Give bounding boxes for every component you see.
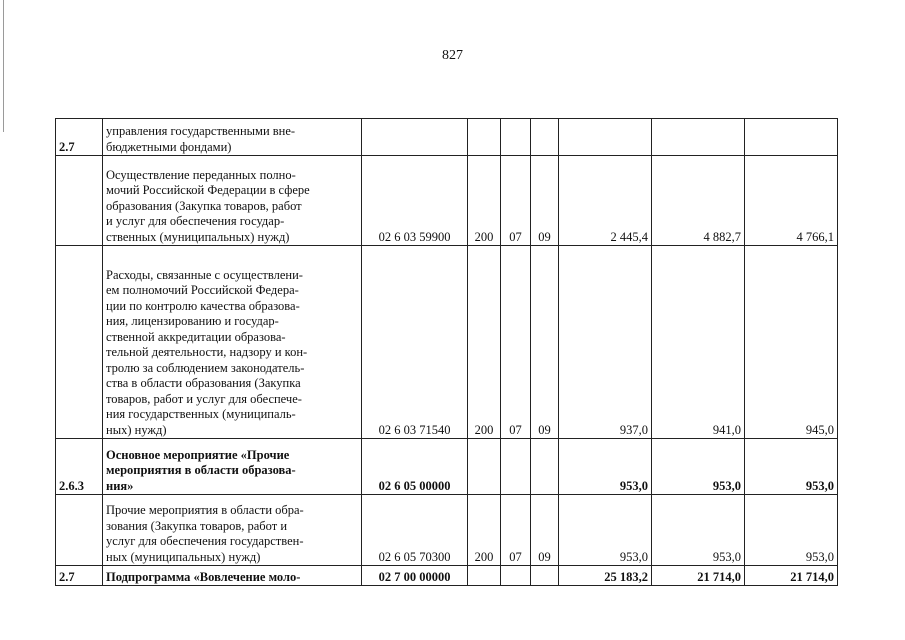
row-name-line: ния государственных (муниципаль- xyxy=(106,407,296,421)
row-name-line: и услуг для обеспечения государ- xyxy=(106,214,285,228)
row-name xyxy=(103,119,362,156)
row-value-1: 953,0 xyxy=(559,439,652,495)
row-number: 2.7 xyxy=(56,119,103,156)
row-name xyxy=(103,156,362,246)
row-name-line: ных) нужд) xyxy=(106,422,167,437)
row-value-3: 945,0 xyxy=(745,246,838,439)
row-name-line: ных (муниципальных) нужд) xyxy=(106,549,261,564)
row-name xyxy=(103,566,362,586)
row-rz xyxy=(501,566,531,586)
row-code xyxy=(362,119,468,156)
row-pr xyxy=(531,566,559,586)
row-name-line: Подпрограмма «Вовлечение моло- xyxy=(106,569,301,584)
row-rz xyxy=(501,439,531,495)
row-code: 02 7 00 00000 xyxy=(362,566,468,586)
table-row xyxy=(56,439,838,495)
row-name xyxy=(103,495,362,566)
row-value-3: 953,0 xyxy=(745,439,838,495)
row-name-line: зования (Закупка товаров, работ и xyxy=(106,518,288,533)
row-name-line: ства в области образования (Закупка xyxy=(106,376,301,390)
row-pr: 09 xyxy=(531,246,559,439)
row-code: 02 6 05 00000 xyxy=(362,439,468,495)
row-value-1 xyxy=(559,119,652,156)
budget-table xyxy=(55,118,838,586)
row-name-line: ния, лицензированию и государ- xyxy=(106,314,279,328)
row-name-line: мочий Российской Федерации в сфере xyxy=(106,183,310,197)
row-code: 02 6 05 70300 xyxy=(362,495,468,566)
table-row xyxy=(56,119,838,156)
table-row xyxy=(56,246,838,439)
row-name-line: товаров, работ и услуг для обеспече- xyxy=(106,391,302,406)
row-name-line: тролю за соблюдением законодатель- xyxy=(106,360,305,375)
row-pr xyxy=(531,119,559,156)
row-pr: 09 xyxy=(531,156,559,246)
row-name-line: ственной аккредитации образова- xyxy=(106,329,286,344)
row-code: 02 6 03 71540 xyxy=(362,246,468,439)
row-vr xyxy=(468,119,501,156)
row-rz: 07 xyxy=(501,246,531,439)
row-value-2: 4 882,7 xyxy=(652,156,745,246)
row-code: 02 6 03 59900 xyxy=(362,156,468,246)
row-name-line: Прочие мероприятия в области обра- xyxy=(106,503,304,517)
row-value-3: 953,0 xyxy=(745,495,838,566)
row-number xyxy=(56,495,103,566)
row-value-3 xyxy=(745,119,838,156)
row-pr: 09 xyxy=(531,495,559,566)
row-number xyxy=(56,246,103,439)
row-name xyxy=(103,246,362,439)
page-margin-line xyxy=(3,0,4,132)
row-vr: 200 xyxy=(468,156,501,246)
row-value-2: 941,0 xyxy=(652,246,745,439)
row-name-line: ем полномочий Российской Федера- xyxy=(106,283,299,297)
row-name-line: Осуществление переданных полно- xyxy=(106,167,296,182)
row-value-3: 4 766,1 xyxy=(745,156,838,246)
row-vr: 200 xyxy=(468,246,501,439)
table-row xyxy=(56,156,838,246)
row-rz xyxy=(501,119,531,156)
row-name-line: Расходы, связанные с осуществлени- xyxy=(106,267,303,282)
row-number: 2.7 xyxy=(56,566,103,586)
row-name-line: ции по контролю качества образова- xyxy=(106,298,300,313)
row-name-line: ственных (муниципальных) нужд) xyxy=(106,229,290,244)
row-name xyxy=(103,439,362,495)
row-value-1: 2 445,4 xyxy=(559,156,652,246)
row-value-3: 21 714,0 xyxy=(745,566,838,586)
row-rz: 07 xyxy=(501,156,531,246)
row-name-line: тельной деятельности, надзору и кон- xyxy=(106,345,308,359)
row-value-2: 953,0 xyxy=(652,439,745,495)
row-value-2: 21 714,0 xyxy=(652,566,745,586)
row-name-line: ния» xyxy=(106,478,134,493)
row-vr: 200 xyxy=(468,495,501,566)
row-pr xyxy=(531,439,559,495)
row-name-line: образования (Закупка товаров, работ xyxy=(106,198,302,213)
row-value-2: 953,0 xyxy=(652,495,745,566)
page-number: 827 xyxy=(442,48,463,63)
table-row xyxy=(56,566,838,586)
row-number xyxy=(56,156,103,246)
row-vr xyxy=(468,566,501,586)
table-row xyxy=(56,495,838,566)
row-value-1: 937,0 xyxy=(559,246,652,439)
row-rz: 07 xyxy=(501,495,531,566)
row-value-2 xyxy=(652,119,745,156)
row-name-line: бюджетными фондами) xyxy=(106,139,232,154)
row-value-1: 25 183,2 xyxy=(559,566,652,586)
row-name-line: Основное мероприятие «Прочие xyxy=(106,447,290,462)
row-name-line: услуг для обеспечения государствен- xyxy=(106,534,304,548)
row-name-line: управления государственными вне- xyxy=(106,124,296,138)
row-name-line: мероприятия в области образова- xyxy=(106,463,296,477)
row-number: 2.6.3 xyxy=(56,439,103,495)
row-value-1: 953,0 xyxy=(559,495,652,566)
row-vr xyxy=(468,439,501,495)
